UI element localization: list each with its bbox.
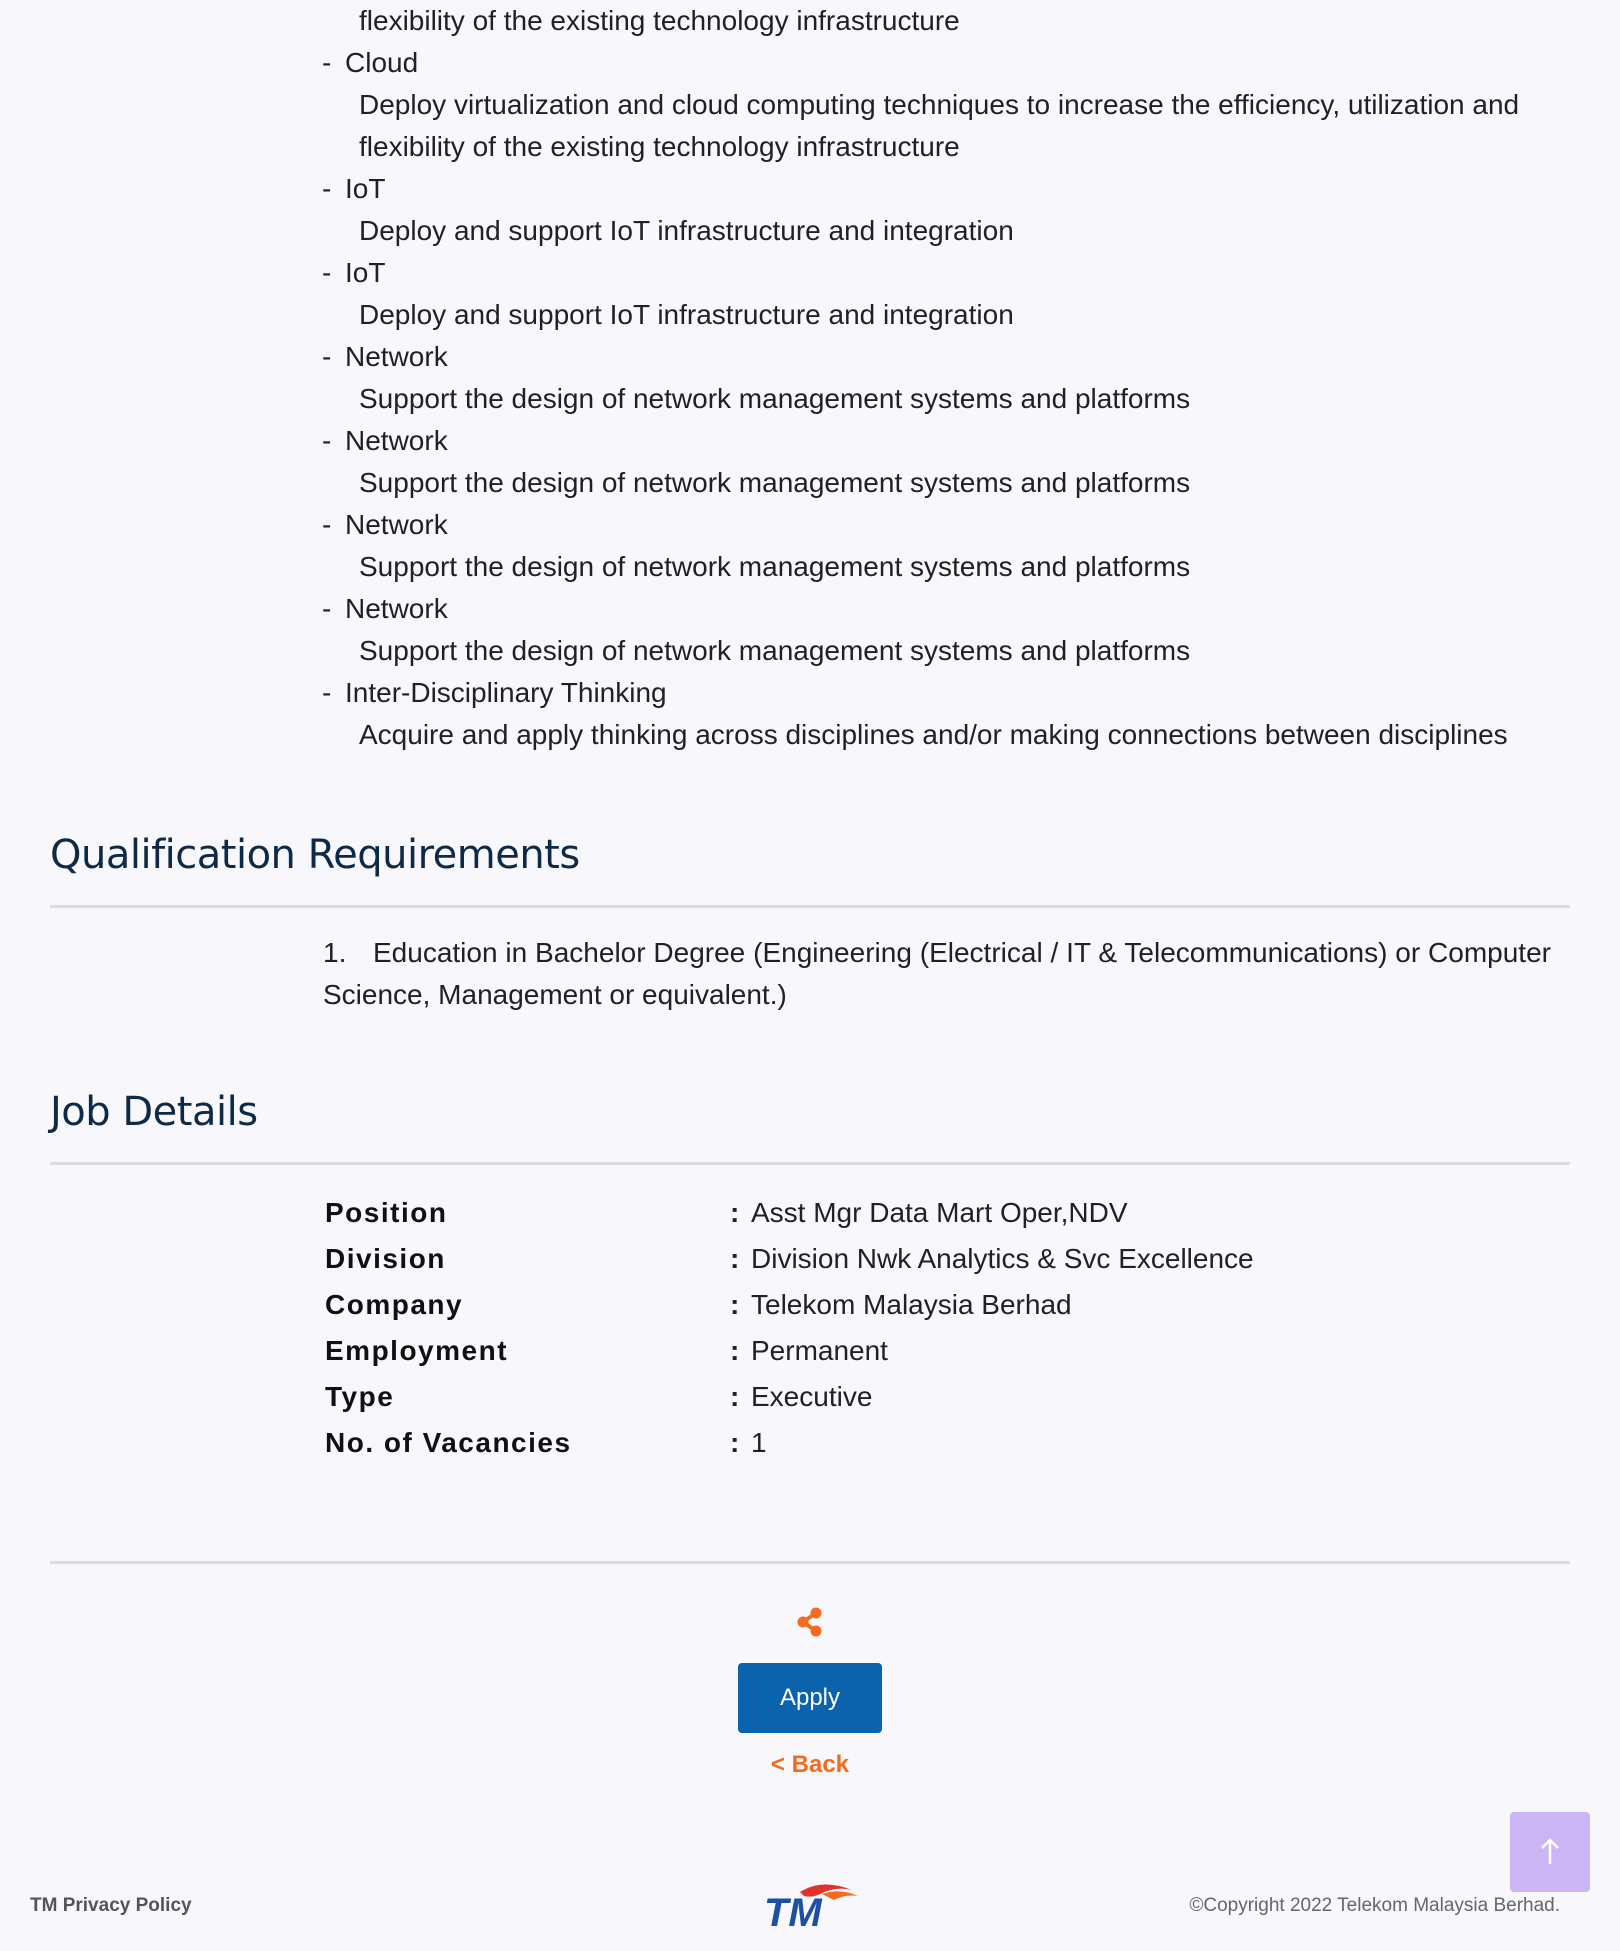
competency-description [320,210,1559,252]
competency-item [320,420,1560,504]
competency-name-text: Cloud [345,47,419,78]
competency-description [320,294,1559,336]
detail-separator: : [730,1335,740,1366]
competency-name [320,336,1560,378]
privacy-policy-link[interactable]: TM Privacy Policy [30,1895,192,1916]
share-icon[interactable] [795,1606,825,1638]
competency-name-text: Inter-Disciplinary Thinking [345,677,667,708]
competency-description-line: flexibility of the existing technology infrastructure [359,131,960,162]
detail-value: Executive [751,1381,873,1412]
list-marker: - [322,257,332,288]
actions-divider [50,1561,1570,1564]
competency-name [320,420,1560,462]
detail-label: Employment [325,1335,509,1366]
competency-description [320,714,1559,756]
competency-item [320,252,1560,336]
competency-name [320,168,1560,210]
competency-name-text: Network [345,341,448,372]
competency-description-line: Support the design of network management systems and platforms [359,383,1191,414]
competency-name [320,672,1560,714]
competency-name [320,252,1560,294]
competency-description [320,378,1559,420]
list-marker: - [322,173,332,204]
detail-separator: : [730,1427,740,1458]
competency-name-text: Network [345,509,448,540]
qualification-text: Education in Bachelor Degree (Engineering (Electrical / IT & Telecommunications) or Computer Science, Management or equivalent.) [323,937,1551,1010]
competency-description-line: flexibility of the existing technology infrastructure [359,5,960,36]
copyright-text: ©Copyright 2022 Telekom Malaysia Berhad. [1189,1895,1560,1916]
competency-description-line: Support the design of network management systems and platforms [359,635,1191,666]
competency-name-text: IoT [345,257,386,288]
competency-name-text: IoT [345,173,386,204]
competency-item [320,0,1560,42]
detail-label: No. of Vacancies [325,1427,572,1458]
detail-value: Division Nwk Analytics & Svc Excellence [751,1243,1254,1274]
competency-description-line: Support the design of network management systems and platforms [359,551,1191,582]
competency-description-line: Support the design of network management systems and platforms [359,467,1191,498]
competency-item [320,504,1560,588]
competency-item [320,672,1560,756]
detail-label: Company [325,1289,464,1320]
qualification-item [323,932,1551,1016]
list-marker: - [322,593,332,624]
apply-button[interactable]: Apply [738,1663,882,1733]
scroll-to-top-button[interactable] [1510,1812,1590,1892]
competency-description [320,0,1559,42]
list-marker: - [322,509,332,540]
detail-separator: : [730,1289,740,1320]
competency-item [320,42,1560,168]
competency-item [320,168,1560,252]
section-divider [50,1162,1570,1165]
tm-logo-text: TM [764,1891,822,1930]
qualification-number: 1. [323,937,347,968]
competency-name [320,504,1560,546]
list-marker: - [322,677,332,708]
competency-description [320,84,1559,168]
competency-description-line: Deploy virtualization and cloud computing techniques to increase the efficiency, utilization and [359,89,1520,120]
arrow-up-icon [1510,1812,1590,1892]
competency-description [320,630,1559,672]
job-details-section-title: Job Details [50,1089,258,1135]
competency-description-line: Acquire and apply thinking across disciplines and/or making connections between disciplines [359,719,1508,750]
competency-item [320,588,1560,672]
detail-label: Type [325,1381,395,1412]
list-marker: - [322,425,332,456]
list-marker: - [322,47,332,78]
section-divider [50,905,1570,908]
detail-value: Permanent [751,1335,888,1366]
competency-name [320,42,1560,84]
back-link[interactable]: < Back [770,1751,850,1778]
competency-description [320,462,1559,504]
detail-separator: : [730,1197,740,1228]
competency-name-text: Network [345,425,448,456]
detail-separator: : [730,1381,740,1412]
tm-logo [760,1880,860,1930]
list-marker: - [322,341,332,372]
competency-description [320,546,1559,588]
detail-value: Asst Mgr Data Mart Oper,NDV [751,1197,1128,1228]
detail-value: 1 [751,1427,767,1458]
competency-description-line: Deploy and support IoT infrastructure and integration [359,299,1014,330]
detail-label: Division [325,1243,446,1274]
competency-list [320,0,1560,756]
competency-item [320,336,1560,420]
competency-name [320,588,1560,630]
qualification-section-title: Qualification Requirements [50,832,580,878]
detail-label: Position [325,1197,448,1228]
detail-value: Telekom Malaysia Berhad [751,1289,1072,1320]
detail-separator: : [730,1243,740,1274]
competency-description-line: Deploy and support IoT infrastructure and integration [359,215,1014,246]
competency-name-text: Network [345,593,448,624]
